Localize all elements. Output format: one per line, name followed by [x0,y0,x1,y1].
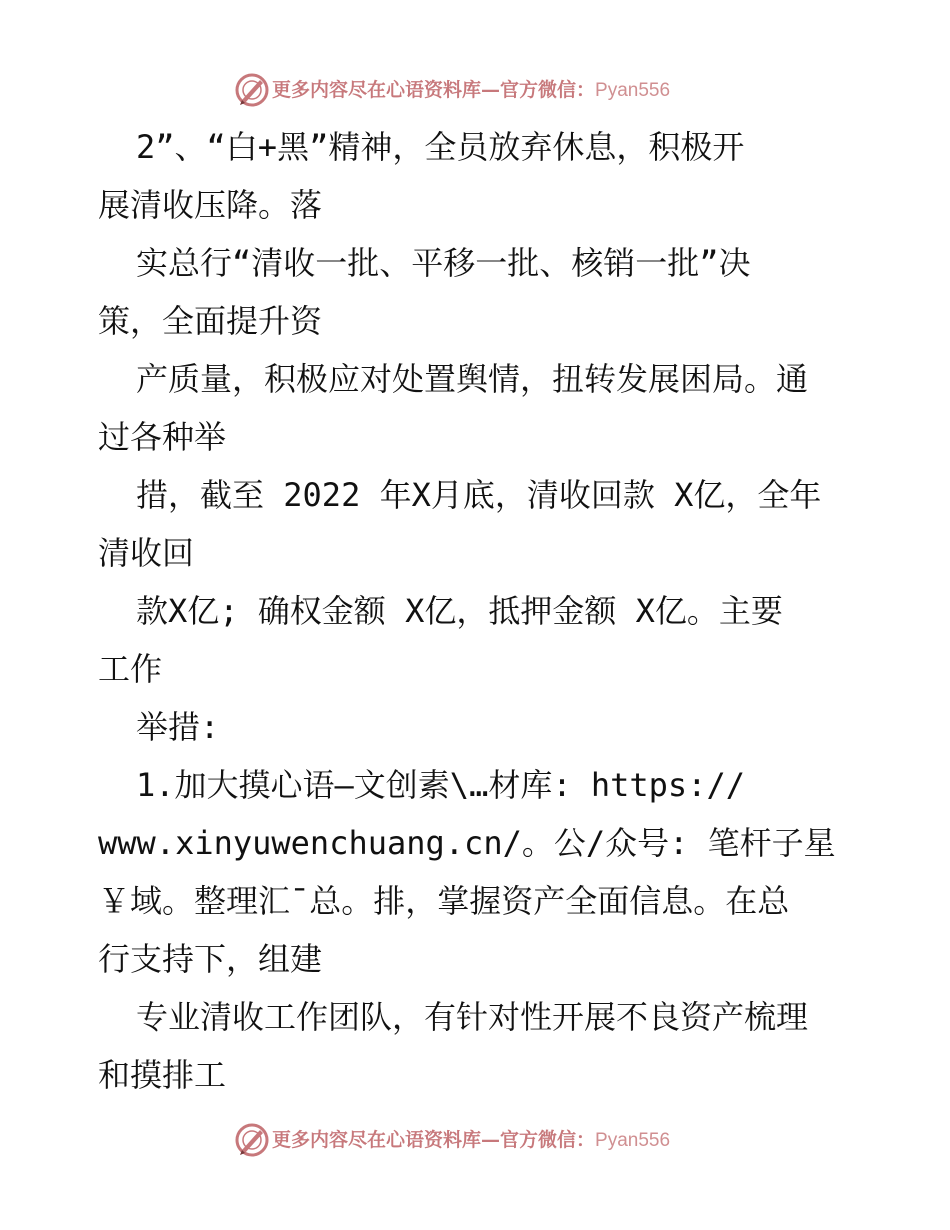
banner-label: 更多内容尽在心语资料库—官方微信： [272,1129,596,1151]
text-line: 和摸排工 [98,1056,227,1094]
text-line: 清收回 [98,534,195,572]
text-line: 展清收压降。落 [98,186,323,224]
text-line: 2”、“白+黑”精神，全员放弃休息，积极开 [136,128,745,166]
header-banner-text [272,76,670,104]
pen-logo-icon [234,1122,270,1158]
text-line: 实总行“清收一批、平移一批、核销一批”决 [136,244,751,282]
text-line: 款X亿; 确权金额 X亿，抵押金额 X亿。主要 [136,592,783,630]
banner-label: 更多内容尽在心语资料库—官方微信： [272,79,596,101]
banner-wechat-id: Pyan556 [595,80,671,101]
text-line: ￥域。整理汇¯总。排，掌握资产全面信息。在总 [98,882,790,920]
text-line: 工作 [98,650,163,688]
text-line: 策，全面提升资 [98,302,323,340]
text-line: www.xinyuwenchuang.cn/。公/众号: 笔杆子星 [98,824,836,862]
text-line: 行支持下，组建 [98,940,323,978]
banner-wechat-id: Pyan556 [595,1130,671,1151]
text-line: 举措: [136,708,220,746]
text-line: 产质量，积极应对处置舆情，扭转发展困局。通 [136,360,809,398]
header-banner[interactable] [0,70,950,110]
document-body [98,118,898,1104]
footer-banner[interactable] [0,1120,950,1160]
text-line: 专业清收工作团队，有针对性开展不良资产梳理 [136,998,809,1036]
text-line: 1.加大摸心语—文创素\…材库: https:// [136,766,745,804]
text-line: 措，截至 2022 年X月底，清收回款 X亿，全年 [136,476,822,514]
text-line: 过各种举 [98,418,227,456]
pen-logo-icon [234,72,270,108]
footer-banner-text [272,1126,670,1154]
